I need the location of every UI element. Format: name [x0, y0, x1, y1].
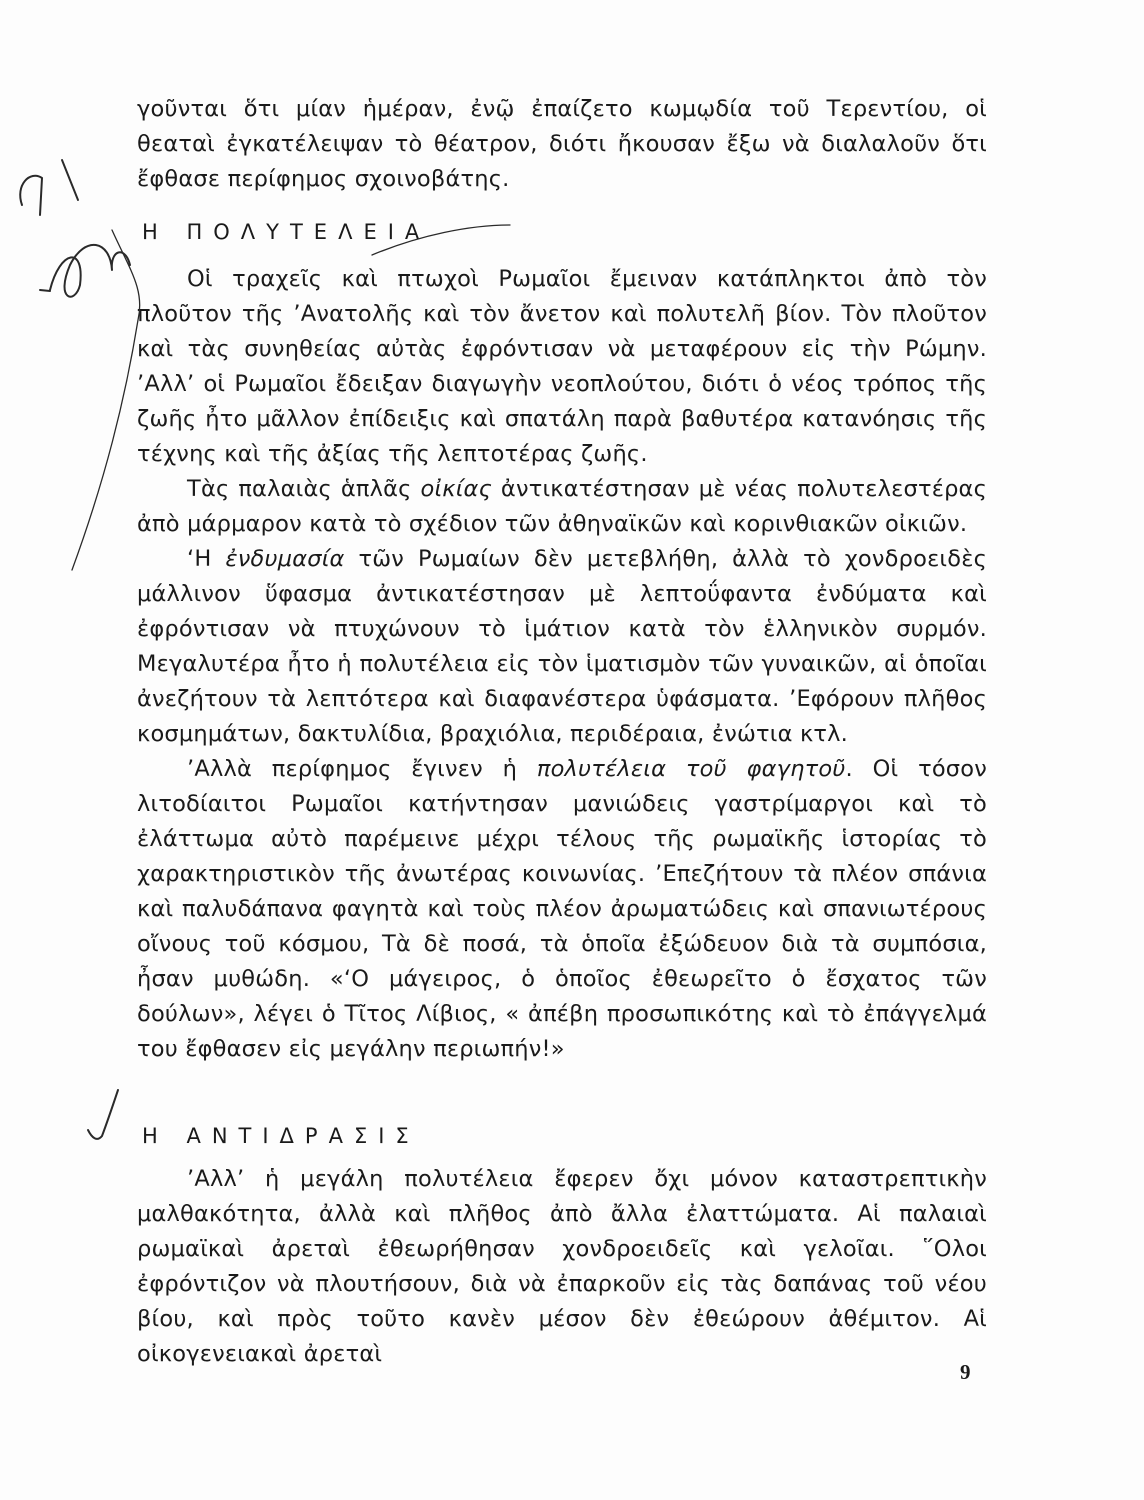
reaction-paragraph-1: ’Αλλ’ ἡ μεγάλη πολυτέλεια ἔφερεν ὄχι μόνον καταστρεπτικὴν μαλθακότητα, ἀλλὰ καὶ πλῆθος ἀπὸ ἄλλα ἐλαττώματα. Αἱ παλαιαὶ ρωμαϊκαὶ ἀρεταὶ ἐθεωρήθησαν χονδροειδεῖς καὶ γελοῖαι. ῞Ολοι ἐφρόντιζον νὰ πλουτήσουν, διὰ νὰ ἐπαρκοῦν εἰς τὰς δαπάνας τοῦ νέου βίου, καὶ πρὸς τοῦτο κανὲν μέσον δὲν ἐθεώρουν ἀθέμιτον. Αἱ οἰκογενειακαὶ ἀρεταὶ: [137, 1166, 987, 1367]
handwritten-scribble: [50, 245, 130, 297]
luxury-paragraph-4-after: . Οἱ τόσον λιτοδίαιτοι Ρωμαῖοι κατήντησαν μανιώδεις γαστρίμαργοι καὶ τὸ ἐλάττωμα αὐτὸ παρέμεινε μέχρι τέλους τῆς ρωμαϊκῆς ἱστορίας τὸ χαρακτηριστικὸν τῆς ἀνωτέρας κοινωνίας. ’Επεζήτουν τὰ πλέον σπάνια καὶ παλυδάπανα φαγητὰ καὶ τοὺς πλέον ἀρωματώδεις καὶ σπανιωτέρους οἴνους τοῦ κόσμου, Τὰ δὲ ποσά, τὰ ὁποῖα ἐξώδευον διὰ τὰ συμπόσια, ἦσαν μυθώδη. «‘Ο μάγειρος, ὁ ὁποῖος ἐθεωρεῖτο ὁ ἔσχατος τῶν δούλων», λέγει ὁ Τῖτος Λίβιος, « ἀπέβη προσωπικότης καὶ τὸ ἐπάγγελμά του ἔφθασεν εἰς μεγάλην περιωπήν!»: [137, 756, 987, 1062]
section-heading-reaction: Η ΑΝΤΙΔΡΑΣΙΣ: [142, 1124, 420, 1148]
luxury-paragraph-4-before: ’Αλλὰ περίφημος ἔγινεν ἡ: [187, 756, 537, 782]
luxury-paragraph-1: Οἱ τραχεῖς καὶ πτωχοὶ Ρωμαῖοι ἔμειναν κατάπληκτοι ἀπὸ τὸν πλοῦτον τῆς ’Ανατολῆς καὶ τὸν ἄνετον καὶ πολυτελῆ βίον. Τὸν πλοῦτον καὶ τὰς συνηθείας αὐτὰς ἐφρόντισαν νὰ μεταφέρουν εἰς τὴν Ρώμην. ’Αλλ’ οἱ Ρωμαῖοι ἔδειξαν διαγωγὴν νεοπλούτου, διότι ὁ νέος τρόπος τῆς ζωῆς ἦτο μᾶλλον ἐπίδειξις καὶ σπατάλη παρὰ βαθυτέρα κατανόησις τῆς τέχνης καὶ τῆς ἀξίας τῆς λεπτοτέρας ζωῆς.: [137, 266, 987, 467]
luxury-paragraph-3-after: τῶν Ρωμαίων δὲν μετεβλήθη, ἀλλὰ τὸ χονδροειδὲς μάλλινον ὕφασμα ἀντικατέστησαν μὲ λεπτοΰφαντα ἐνδύματα καὶ ἐφρόντισαν νὰ πτυχώνουν τὸ ἱμάτιον κατὰ τὸν ἑλληνικὸν συρμόν. Μεγαλυτέρα ἦτο ἡ πολυτέλεια εἰς τὸν ἱματισμὸν τῶν γυναικῶν, αἱ ὁποῖαι ἀνεζήτουν τὰ λεπτότερα καὶ διαφανέστερα ὑφάσματα. ’Εφόρουν πλῆθος κοσμημάτων, δακτυλίδια, βραχιόλια, περιδέραια, ἐνώτια κτλ.: [137, 546, 987, 747]
handwritten-slash: [62, 160, 78, 200]
luxury-paragraph-4-emphasis: πολυτέλεια τοῦ φαγητοῦ: [536, 756, 846, 782]
section-heading-luxury: Η ΠΟΛΥΤΕΛΕΙΑ: [142, 220, 431, 244]
page-number: 9: [960, 1360, 971, 1384]
handwritten-mark-top: [20, 176, 42, 215]
opening-text: γοῦνται ὅτι μίαν ἡμέραν, ἐνῷ ἐπαίζετο κωμῳδία τοῦ Τερεντίου, οἱ θεαταὶ ἐγκατέλειψαν τὸ θέατρον, διότι ἤκουσαν ἔξω νὰ διαλαλοῦν ὅτι ἔφθασε περίφημος σχοινοβάτης.: [137, 96, 987, 192]
pencil-underline: [372, 225, 510, 255]
luxury-paragraph-2-after: ἀντικατέστησαν μὲ νέας πολυτελεστέρας ἀπὸ μάρμαρον κατὰ τὸ σχέδιον τῶν ἀθηναϊκῶν καὶ κορινθιακῶν οἰκιῶν.: [137, 476, 987, 537]
luxury-paragraph-2-before: Τὰς παλαιὰς ἁπλᾶς: [187, 476, 421, 502]
pencil-bracket-line: [72, 230, 140, 570]
handwritten-checkmark: [88, 1090, 118, 1139]
handwritten-dash: [40, 290, 50, 291]
luxury-paragraph-3-emphasis: ἐνδυμασία: [225, 546, 345, 572]
luxury-paragraph-3-before: ‘Η: [187, 546, 226, 572]
luxury-paragraph-2-emphasis: οἰκίας: [420, 476, 492, 502]
